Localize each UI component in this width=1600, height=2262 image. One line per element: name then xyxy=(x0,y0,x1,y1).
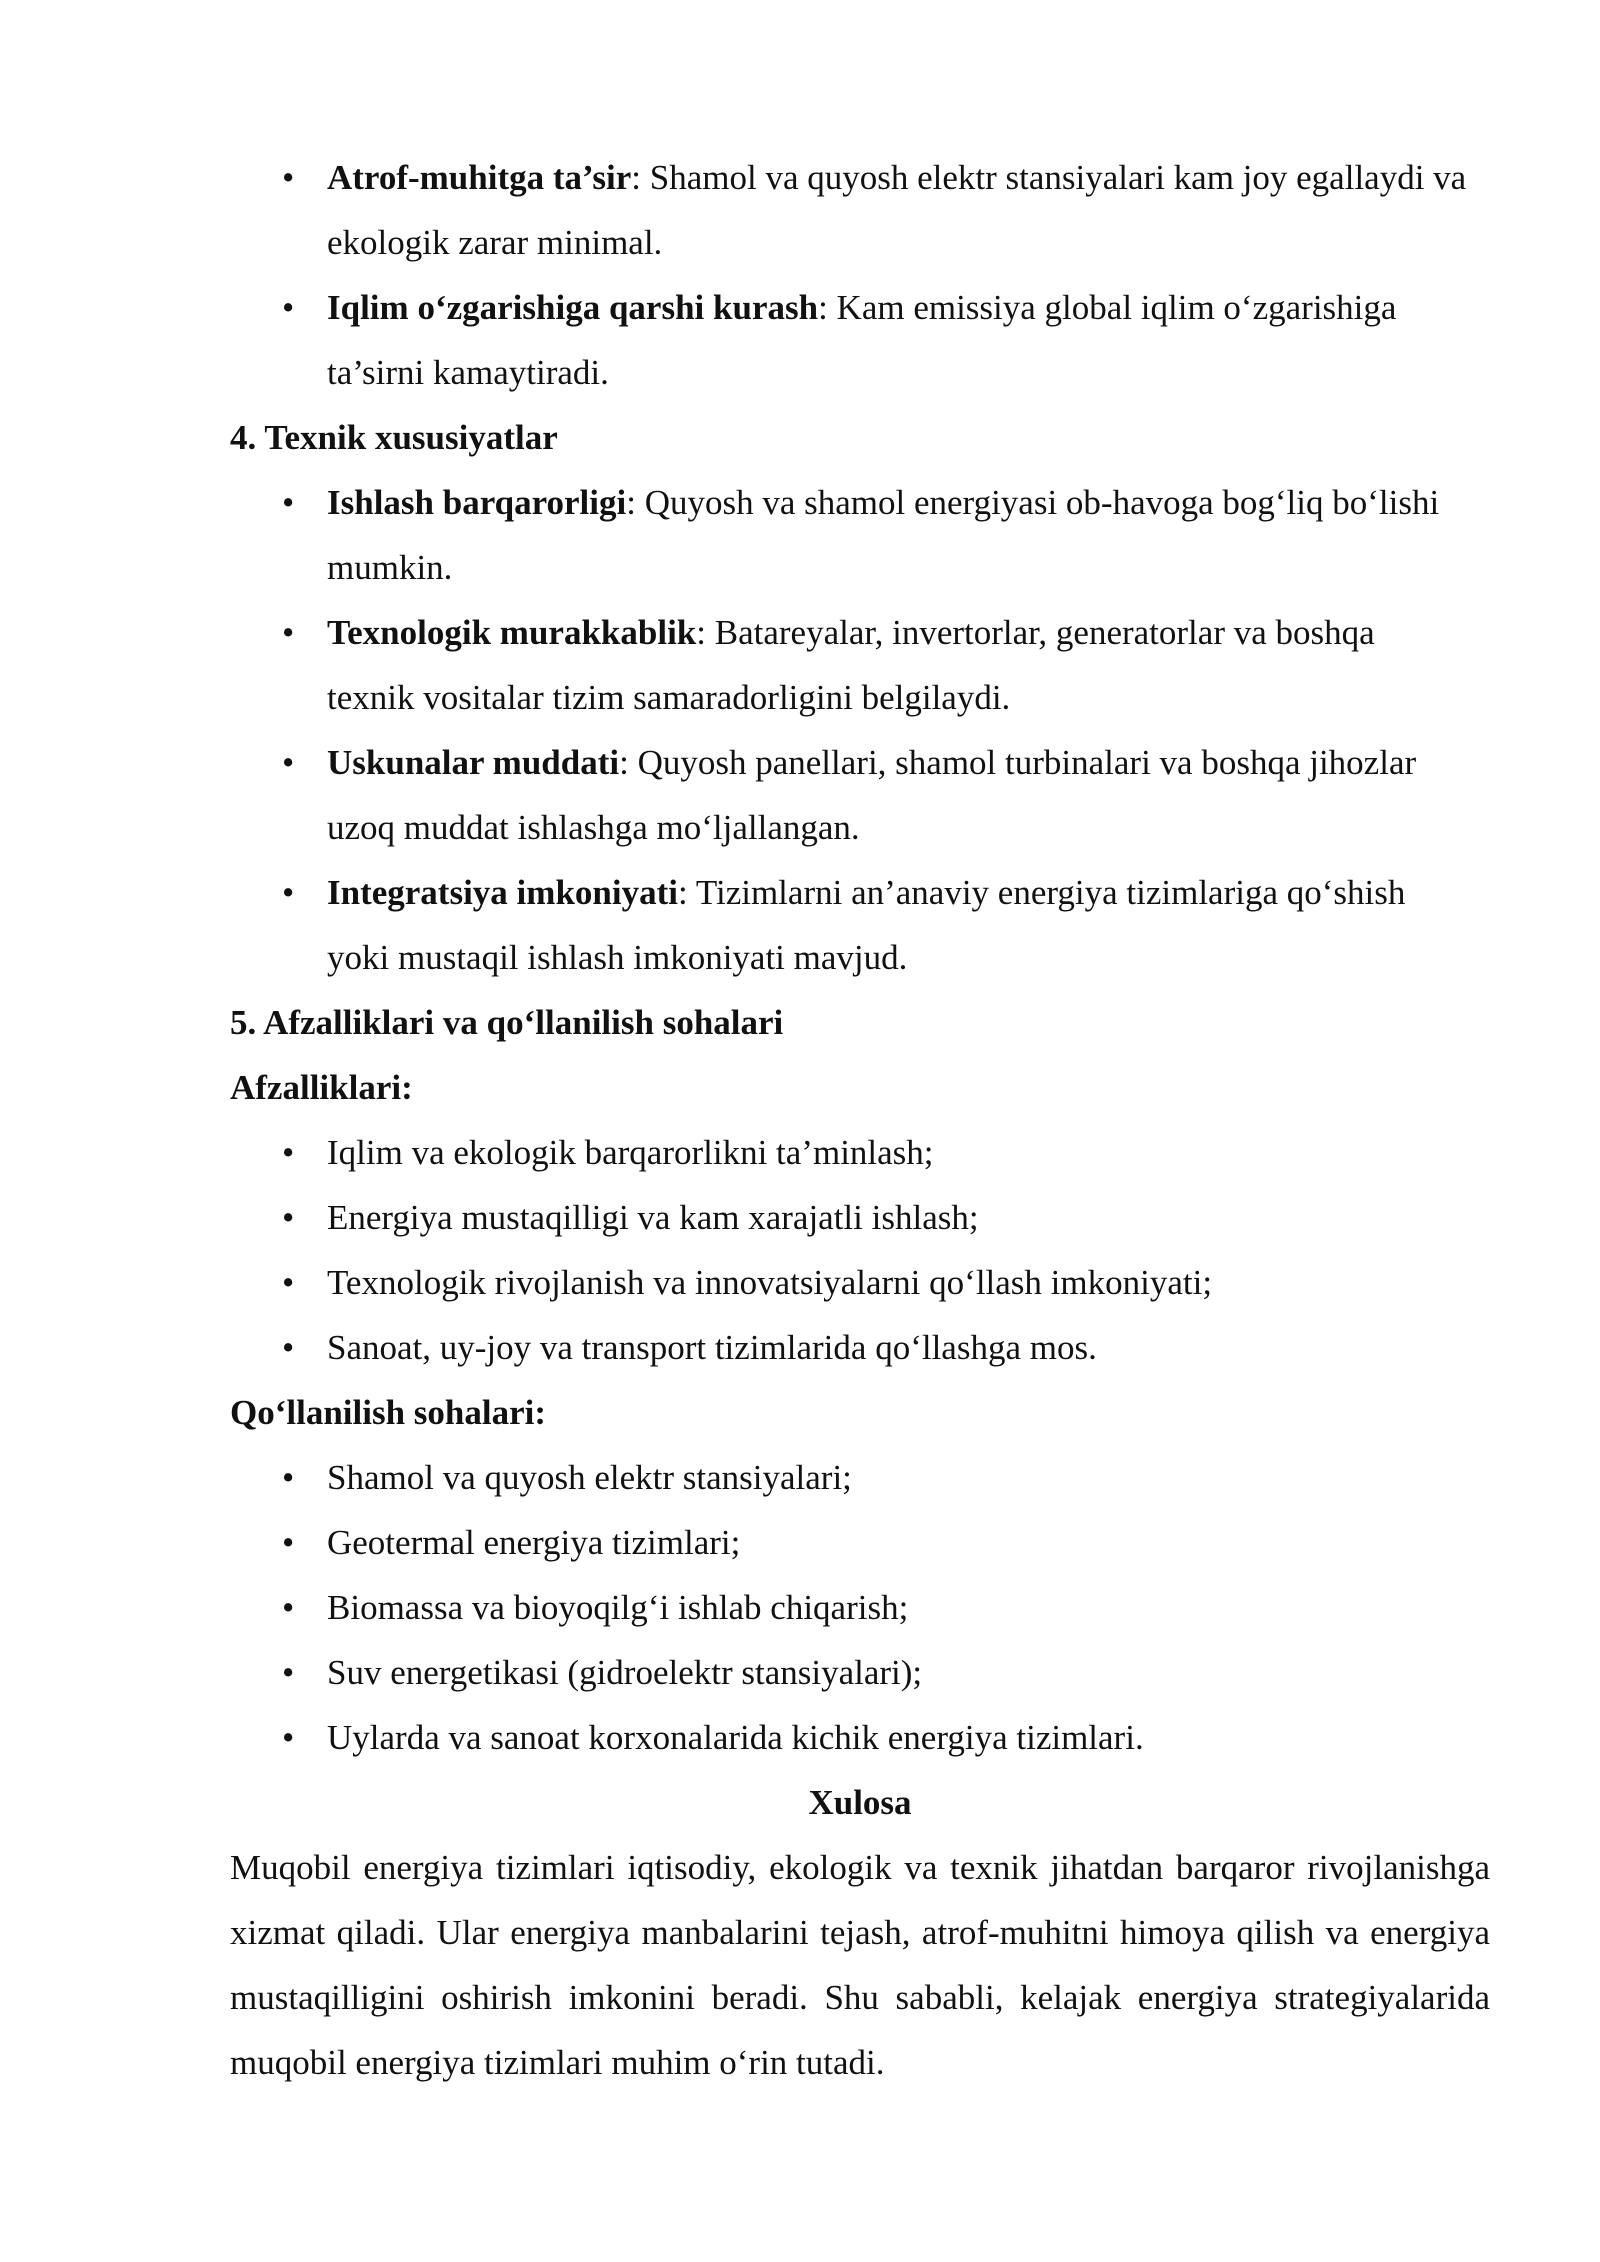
item-text: Geotermal energiya tizimlari; xyxy=(327,1523,741,1562)
list-item xyxy=(230,730,1490,860)
list-item xyxy=(230,1315,1490,1380)
bullet-icon: • xyxy=(282,1328,295,1367)
advantages-list xyxy=(230,1120,1490,1380)
item-term: Texnologik murakkablik xyxy=(327,613,697,652)
list-item xyxy=(230,1120,1490,1185)
item-term: Uskunalar muddati xyxy=(327,743,620,782)
section4-list xyxy=(230,470,1490,990)
bullet-icon: • xyxy=(282,613,295,652)
list-item xyxy=(230,600,1490,730)
item-text: Uylarda va sanoat korxonalarida kichik energiya tizimlari. xyxy=(327,1718,1144,1757)
item-text: Energiya mustaqilligi va kam xarajatli ishlash; xyxy=(327,1198,979,1237)
list-item xyxy=(230,145,1490,275)
item-term: Atrof-muhitga ta’sir xyxy=(327,158,632,197)
item-text: Texnologik rivojlanish va innovatsiyalarni qo‘llash imkoniyati; xyxy=(327,1263,1213,1302)
list-item xyxy=(230,860,1490,990)
bullet-icon: • xyxy=(282,1263,295,1302)
item-text: : Tizimlarni an’anaviy energiya tizimlariga qo‘shish yoki mustaqil ishlash imkoniyati mavjud. xyxy=(327,873,1406,977)
item-term: Integratsiya imkoniyati xyxy=(327,873,678,912)
list-item xyxy=(230,1185,1490,1250)
section4-heading: 4. Texnik xususiyatlar xyxy=(230,418,558,457)
item-text: : Batareyalar, invertorlar, generatorlar va boshqa texnik vositalar tizim samaradorligini belgilaydi. xyxy=(327,613,1375,717)
advantages-heading: Afzalliklari: xyxy=(230,1068,413,1107)
item-text: : Quyosh panellari, shamol turbinalari va boshqa jihozlar uzoq muddat ishlashga mo‘ljallangan. xyxy=(327,743,1417,847)
list-item xyxy=(230,1640,1490,1705)
conclusion-paragraph: Muqobil energiya tizimlari iqtisodiy, ekologik va texnik jihatdan barqaror rivojlanishga xizmat qiladi. Ular energiya manbalarini tejash, atrof-muhitni himoya qilish va energiya mustaqilligini oshirish imkonini beradi. Shu sababli, kelajak energiya strategiyalarida muqobil energiya tizimlari muhim o‘rin tutadi. xyxy=(230,1848,1490,2082)
list-item xyxy=(230,1445,1490,1510)
section3-list xyxy=(230,145,1490,405)
bullet-icon: • xyxy=(282,158,295,197)
section5-heading: 5. Afzalliklari va qo‘llanilish sohalari xyxy=(230,1003,784,1042)
item-text: Sanoat, uy-joy va transport tizimlarida qo‘llashga mos. xyxy=(327,1328,1097,1367)
bullet-icon: • xyxy=(282,873,295,912)
bullet-icon: • xyxy=(282,1588,295,1627)
bullet-icon: • xyxy=(282,1198,295,1237)
document-page xyxy=(230,145,1490,2095)
bullet-icon: • xyxy=(282,288,295,327)
item-text: Shamol va quyosh elektr stansiyalari; xyxy=(327,1458,852,1497)
item-text: Suv energetikasi (gidroelektr stansiyalari); xyxy=(327,1653,923,1692)
list-item xyxy=(230,1575,1490,1640)
bullet-icon: • xyxy=(282,1653,295,1692)
item-text: : Quyosh va shamol energiyasi ob-havoga bog‘liq bo‘lishi mumkin. xyxy=(327,483,1440,587)
list-item xyxy=(230,1250,1490,1315)
conclusion-title: Xulosa xyxy=(808,1783,912,1822)
item-term: Iqlim o‘zgarishiga qarshi kurash xyxy=(327,288,819,327)
item-text: Biomassa va bioyoqilg‘i ishlab chiqarish; xyxy=(327,1588,909,1627)
applications-list xyxy=(230,1445,1490,1770)
bullet-icon: • xyxy=(282,1718,295,1757)
list-item xyxy=(230,1510,1490,1575)
item-text: Iqlim va ekologik barqarorlikni ta’minlash; xyxy=(327,1133,934,1172)
bullet-icon: • xyxy=(282,483,295,522)
bullet-icon: • xyxy=(282,1523,295,1562)
bullet-icon: • xyxy=(282,1133,295,1172)
list-item xyxy=(230,470,1490,600)
list-item xyxy=(230,275,1490,405)
applications-heading: Qo‘llanilish sohalari: xyxy=(230,1393,547,1432)
item-text: : Shamol va quyosh elektr stansiyalari kam joy egallaydi va ekologik zarar minimal. xyxy=(327,158,1467,262)
item-text: : Kam emissiya global iqlim o‘zgarishiga ta’sirni kamaytiradi. xyxy=(327,288,1397,392)
item-term: Ishlash barqarorligi xyxy=(327,483,627,522)
bullet-icon: • xyxy=(282,743,295,782)
list-item xyxy=(230,1705,1490,1770)
bullet-icon: • xyxy=(282,1458,295,1497)
